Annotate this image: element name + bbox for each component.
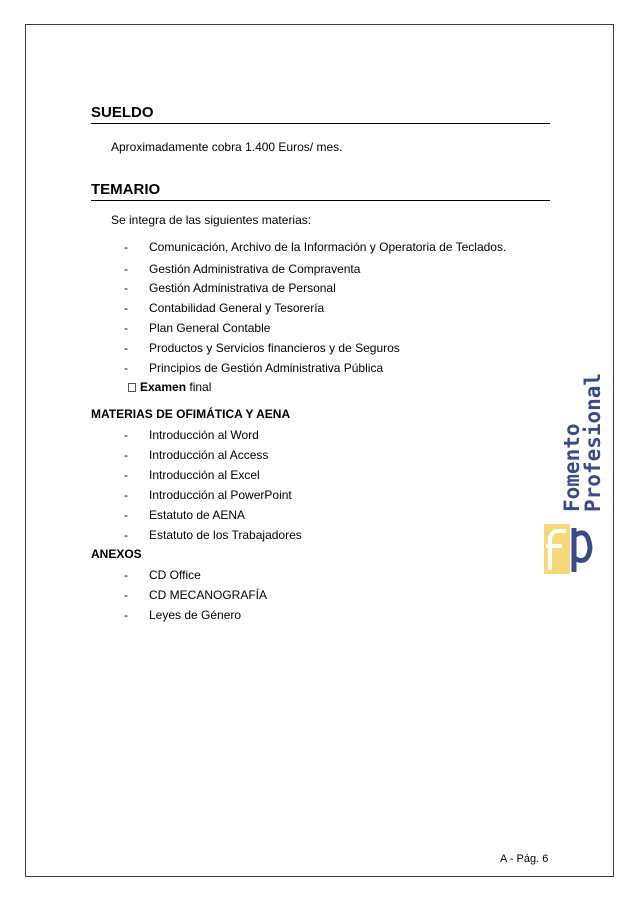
temario-intro: Se integra de las siguientes materias: bbox=[111, 213, 312, 227]
dash-bullet: - bbox=[124, 321, 128, 335]
list-item bbox=[124, 262, 360, 277]
list-item bbox=[124, 361, 383, 376]
logo-line-fomento: Fomento bbox=[560, 423, 584, 512]
dash-bullet: - bbox=[124, 301, 128, 315]
list-item bbox=[124, 341, 400, 356]
section-heading-temario: TEMARIO bbox=[91, 181, 550, 201]
dash-bullet: - bbox=[124, 508, 128, 522]
logo-line-profesional: Profesional bbox=[581, 372, 605, 512]
page-number: A - Pág. 6 bbox=[500, 853, 549, 865]
dash-bullet: - bbox=[124, 361, 128, 375]
list-item-label: CD Office bbox=[149, 568, 201, 582]
list-item bbox=[124, 281, 336, 296]
dash-bullet: - bbox=[124, 588, 128, 602]
list-item-label: Plan General Contable bbox=[149, 321, 271, 335]
exam-label-rest: final bbox=[186, 380, 212, 394]
dash-bullet: - bbox=[124, 568, 128, 582]
dash-bullet: - bbox=[124, 428, 128, 442]
list-item-label: Leyes de Género bbox=[149, 608, 242, 622]
list-item bbox=[124, 468, 260, 483]
dash-bullet: - bbox=[124, 488, 128, 502]
dash-bullet: - bbox=[124, 608, 128, 622]
list-item bbox=[124, 608, 241, 623]
dash-bullet: - bbox=[124, 281, 128, 295]
checkbox-bullet-icon bbox=[128, 383, 136, 392]
list-item-label: Contabilidad General y Tesorería bbox=[149, 301, 325, 315]
dash-bullet: - bbox=[124, 468, 128, 482]
fomento-profesional-logo bbox=[540, 340, 606, 578]
list-item bbox=[124, 508, 245, 523]
list-item-label: CD MECANOGRAFÍA bbox=[149, 588, 268, 602]
list-item-label: Gestión Administrativa de Compraventa bbox=[149, 262, 361, 276]
list-item-exam bbox=[128, 380, 211, 395]
list-item-label: Estatuto de AENA bbox=[149, 508, 246, 522]
list-item bbox=[124, 321, 270, 336]
list-item bbox=[124, 301, 324, 316]
list-item bbox=[124, 488, 292, 503]
dash-bullet: - bbox=[124, 528, 128, 542]
list-item bbox=[124, 240, 506, 255]
list-item-label: Productos y Servicios financieros y de Seguros bbox=[149, 341, 400, 355]
dash-bullet: - bbox=[124, 341, 128, 355]
list-item-label: Introducción al PowerPoint bbox=[149, 488, 292, 502]
list-item bbox=[124, 428, 259, 443]
list-item-label: Introducción al Word bbox=[149, 428, 259, 442]
list-item-label: Gestión Administrativa de Personal bbox=[149, 281, 336, 295]
list-item bbox=[124, 528, 302, 543]
dash-bullet: - bbox=[124, 240, 128, 254]
section-heading-ofimatica: MATERIAS DE OFIMÁTICA Y AENA bbox=[91, 407, 291, 421]
sueldo-text: Aproximadamente cobra 1.400 Euros/ mes. bbox=[111, 140, 343, 154]
list-item bbox=[124, 448, 268, 463]
dash-bullet: - bbox=[124, 448, 128, 462]
list-item-label: Comunicación, Archivo de la Información y Operatoria de Teclados. bbox=[149, 240, 507, 254]
list-item-label: Introducción al Access bbox=[149, 448, 269, 462]
list-item-label: Introducción al Excel bbox=[149, 468, 260, 482]
dash-bullet: - bbox=[124, 262, 128, 276]
section-heading-anexos: ANEXOS bbox=[91, 547, 142, 561]
exam-label-bold: Examen bbox=[140, 380, 187, 394]
list-item-label: Estatuto de los Trabajadores bbox=[149, 528, 302, 542]
list-item-label: Principios de Gestión Administrativa Pública bbox=[149, 361, 384, 375]
list-item bbox=[124, 568, 201, 583]
section-heading-sueldo: SUELDO bbox=[91, 104, 550, 124]
list-item bbox=[124, 588, 267, 603]
